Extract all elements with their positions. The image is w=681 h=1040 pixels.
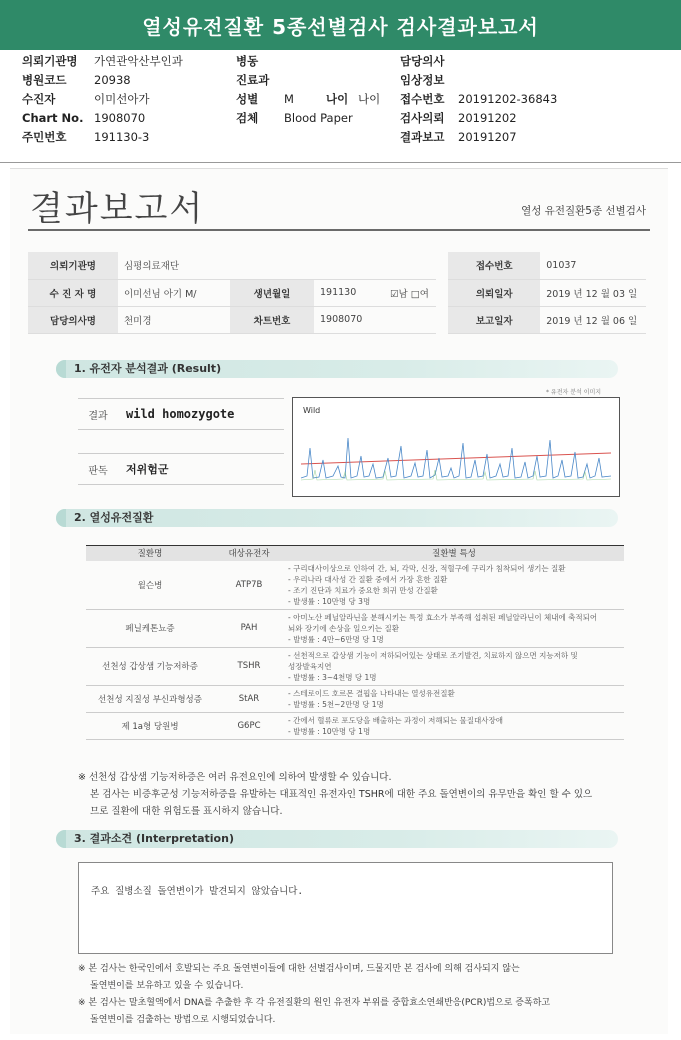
disease-row xyxy=(86,561,624,610)
info-label: 의뢰일자 xyxy=(448,279,540,306)
threshold-line xyxy=(301,453,611,464)
disease-description-line: - 간에서 혈류로 포도당을 배출하는 과정이 저해되는 물질대사장애 xyxy=(288,715,504,725)
footnote-line: 돌연변이를 검출하는 방법으로 시행되었습니다. xyxy=(90,1015,276,1025)
value-resident-no: 191130-3 xyxy=(94,130,150,144)
info-value: 이미선님 아기 M/ xyxy=(118,279,230,306)
disease-description-line: - 발병률 : 5천~2만명 당 1명 xyxy=(288,699,384,709)
label-patient: 수진자 xyxy=(22,92,56,106)
disease-description xyxy=(284,609,624,647)
disease-gene: PAH xyxy=(214,609,284,647)
disease-row xyxy=(86,685,624,712)
footnote-line: 돌연변이를 보유하고 있을 수 있습니다. xyxy=(90,981,244,991)
label-institution: 의뢰기관명 xyxy=(22,54,78,68)
info-value: 191130 xyxy=(314,279,384,306)
patient-info-table xyxy=(28,252,646,334)
footnote-line: 므로 질환에 대한 위험도를 표시하지 않습니다. xyxy=(90,806,283,817)
disease-description-line: - 발병률 : 3~4천명 당 1명 xyxy=(288,672,377,682)
footnote-line: ※ 본 검사는 말초혈액에서 DNA를 추출한 후 각 유전질환의 원인 유전자 부위를 중합효소연쇄반응(PCR)법으로 증폭하고 xyxy=(78,998,551,1008)
header-col-2 xyxy=(236,52,380,128)
disease-col-name: 질환명 xyxy=(86,546,214,561)
disease-name: 선천성 갑상샘 기능저하증 xyxy=(86,647,214,685)
report-title-bar xyxy=(0,0,681,50)
footnote-line: ※ 본 검사는 한국인에서 호발되는 주요 돌연변이들에 대한 선별검사이며, 드물지만 본 검사에 의해 검사되지 않는 xyxy=(78,964,520,974)
sex-checkbox: ☑남 □여 xyxy=(384,279,436,306)
footnote-line: ※ 선천성 갑상샘 기능저하증은 여러 유전요인에 의하여 발생할 수 있습니다. xyxy=(78,772,392,783)
value-chart-no: 1908070 xyxy=(94,111,146,125)
disease-gene: StAR xyxy=(214,685,284,712)
value-age: 나이 xyxy=(358,92,381,106)
interpretation-text: 주요 질병소질 돌연변이가 발견되지 않았습니다. xyxy=(91,886,304,897)
label-department: 진료과 xyxy=(236,73,270,87)
judgement-row xyxy=(78,453,284,485)
info-value: 천미경 xyxy=(118,306,230,333)
scan-title-rule xyxy=(28,229,650,231)
disease-row xyxy=(86,647,624,685)
disease-description-line: - 조기 진단과 치료가 중요한 희귀 만성 간질환 xyxy=(288,585,438,595)
info-value: 1908070 xyxy=(314,306,436,333)
footnote-method xyxy=(78,961,550,1029)
electropherogram-trace xyxy=(293,398,619,496)
judgement-value: 저위험군 xyxy=(126,463,169,476)
label-age: 나이 xyxy=(326,92,349,106)
result-row xyxy=(78,398,284,430)
disease-gene: G6PC xyxy=(214,712,284,739)
header-divider xyxy=(0,162,681,163)
disease-row xyxy=(86,712,624,739)
value-patient: 이미선아가 xyxy=(94,92,150,106)
value-report-date: 20191207 xyxy=(458,130,517,144)
label-hospital-code: 병원코드 xyxy=(22,73,67,87)
disease-name: 윌슨병 xyxy=(86,561,214,610)
value-receipt-no: 20191202-36843 xyxy=(458,92,558,106)
disease-gene: TSHR xyxy=(214,647,284,685)
label-report-date: 결과보고 xyxy=(400,130,445,144)
label-specimen: 검체 xyxy=(236,111,259,125)
disease-description-line: - 구리대사이상으로 인하여 간, 뇌, 각막, 신장, 적혈구에 구리가 침착되어 생기는 질환 xyxy=(288,563,566,573)
value-institution: 가연관악산부인과 xyxy=(94,54,183,68)
disease-gene: ATP7B xyxy=(214,561,284,610)
header-col-1 xyxy=(22,52,183,147)
scan-title: 결과보고서 xyxy=(30,189,205,229)
label-chart-no: Chart No. xyxy=(22,111,84,125)
judgement-label: 판독 xyxy=(88,465,108,477)
disease-description-line: 성장발육지연 xyxy=(288,661,332,671)
header-col-3 xyxy=(400,52,557,147)
disease-table xyxy=(86,545,624,740)
disease-description-line: - 스테로이드 호르몬 결핍을 나타내는 열성유전질환 xyxy=(288,688,455,698)
disease-description-line: - 우리나라 대사성 간 질환 중에서 가장 흔한 질환 xyxy=(288,574,448,584)
footnote-tshr xyxy=(78,769,592,820)
section-disease-header: 2. 열성유전질환 xyxy=(56,509,618,527)
info-label: 수 진 자 명 xyxy=(28,279,118,306)
section-interpretation-header: 3. 결과소견 (Interpretation) xyxy=(56,830,618,848)
graph-label: Wild xyxy=(303,406,321,415)
disease-description xyxy=(284,647,624,685)
label-resident-no: 주민번호 xyxy=(22,130,67,144)
footnote-line: 본 검사는 비증후군성 기능저하증을 유발하는 대표적인 유전자인 TSHR에 대한 주요 돌연변이의 유무만을 확인 할 수 있으 xyxy=(90,789,593,800)
value-request-date: 20191202 xyxy=(458,111,517,125)
disease-description xyxy=(284,561,624,610)
disease-name: 제 1a형 당원병 xyxy=(86,712,214,739)
result-value: wild homozygote xyxy=(126,407,235,421)
info-value: 01037 xyxy=(540,252,646,279)
disease-description-line: - 아미노산 페닐알라닌을 분해시키는 특정 효소가 부족해 섭취된 페닐알라닌이 체내에 축적되어 xyxy=(288,612,598,622)
label-request-date: 검사의뢰 xyxy=(400,111,445,125)
label-ward: 병동 xyxy=(236,54,259,68)
disease-description-line: - 선천적으로 갑상샘 기능이 저하되어있는 상태로 조기발견, 치료하지 않으면 지능저하 및 xyxy=(288,650,578,660)
interpretation-box xyxy=(78,862,613,954)
label-doctor: 담당의사 xyxy=(400,54,445,68)
disease-name: 선천성 지질성 부신과형성증 xyxy=(86,685,214,712)
label-receipt-no: 접수번호 xyxy=(400,92,445,106)
disease-description xyxy=(284,685,624,712)
disease-description xyxy=(284,712,624,739)
scan-subtitle: 열성 유전질환5종 선별검사 xyxy=(521,205,646,217)
info-label: 담당의사명 xyxy=(28,306,118,333)
value-specimen: Blood Paper xyxy=(284,111,353,125)
label-clinical-info: 임상정보 xyxy=(400,73,445,87)
label-sex: 성별 xyxy=(236,92,259,106)
info-label: 보고일자 xyxy=(448,306,540,333)
scanned-report xyxy=(10,168,668,1034)
section-result-header: 1. 유전자 분석결과 (Result) xyxy=(56,360,618,378)
disease-name: 페닐케톤뇨증 xyxy=(86,609,214,647)
disease-col-desc: 질환별 특성 xyxy=(284,546,624,561)
result-image-note: * 유전자 분석 이미지 xyxy=(546,389,602,396)
info-label: 차트번호 xyxy=(230,306,314,333)
result-label: 결과 xyxy=(88,410,108,422)
disease-description-line: - 발생률 : 10만명 당 3명 xyxy=(288,596,371,606)
info-label: 생년월일 xyxy=(230,279,314,306)
report-title: 열성유전질환 5종선별검사 검사결과보고서 xyxy=(142,14,539,39)
info-value: 심평의료재단 xyxy=(118,252,436,279)
disease-row xyxy=(86,609,624,647)
info-value: 2019 년 12 월 06 일 xyxy=(540,306,646,333)
value-hospital-code: 20938 xyxy=(94,73,131,87)
info-label: 의뢰기관명 xyxy=(28,252,118,279)
value-sex: M xyxy=(284,92,294,106)
disease-col-gene: 대상유전자 xyxy=(214,546,284,561)
info-value: 2019 년 12 월 03 일 xyxy=(540,279,646,306)
info-label: 접수번호 xyxy=(448,252,540,279)
disease-description-line: 뇌와 장기에 손상을 일으키는 질환 xyxy=(288,623,399,633)
disease-description-line: - 발병률 : 4만~6만명 당 1명 xyxy=(288,634,384,644)
disease-description-line: - 발병률 : 10만명 당 1명 xyxy=(288,726,371,736)
electropherogram xyxy=(292,397,620,497)
